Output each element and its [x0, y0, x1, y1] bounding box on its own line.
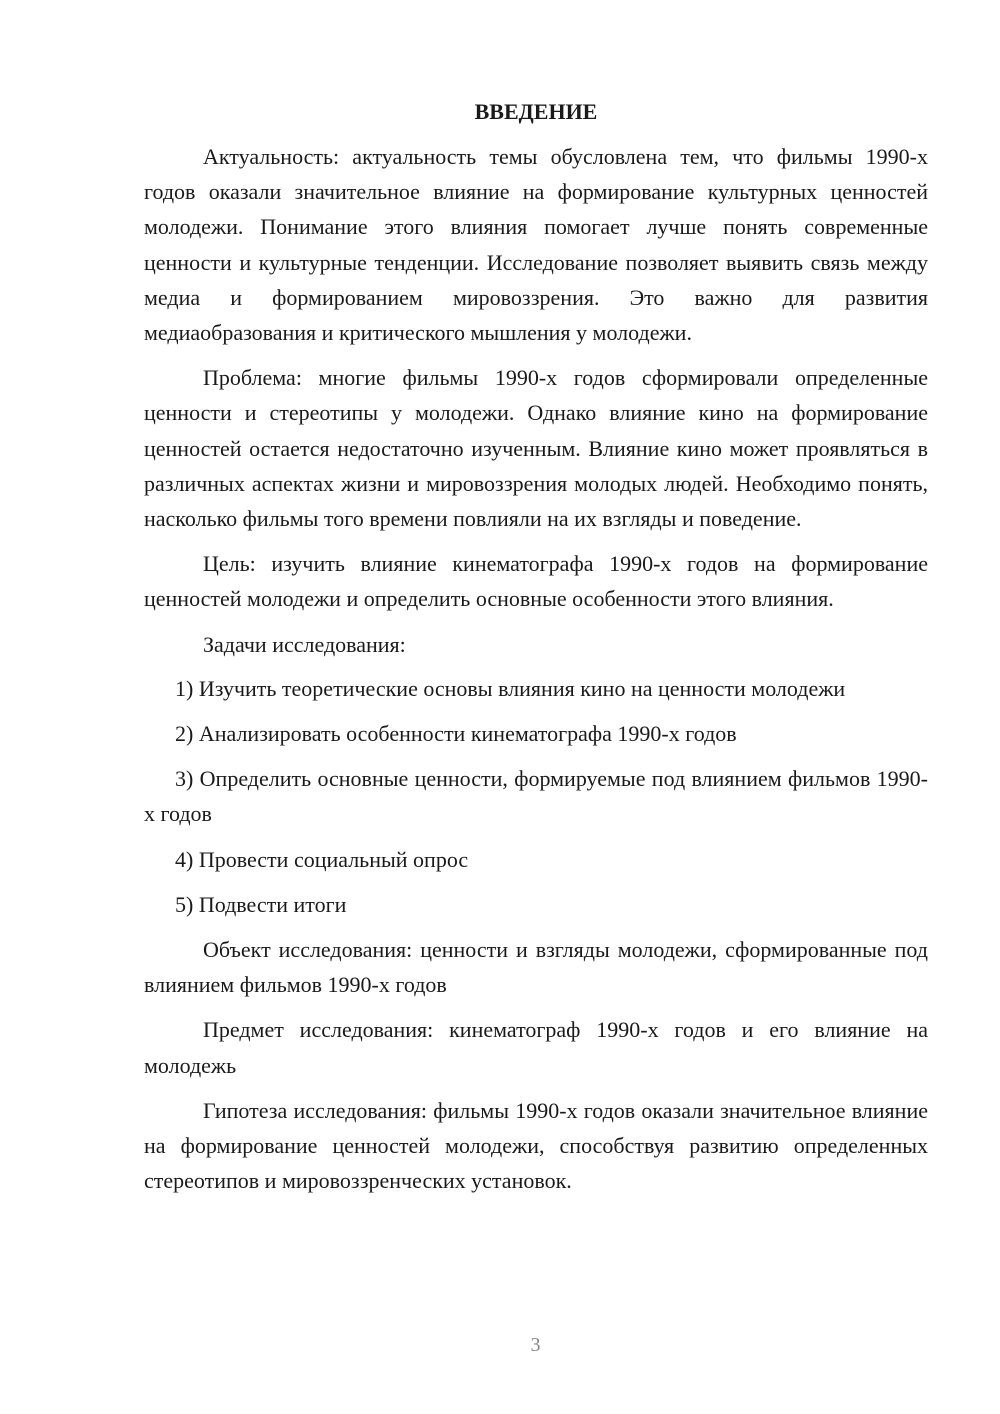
paragraph-subject: Предмет исследования: кинематограф 1990-х годов и его влияние на молодежь	[144, 1017, 928, 1078]
list-item-task-3: 3) Определить основные ценности, формируемые под влиянием фильмов 1990-х годов	[144, 766, 928, 827]
list-item-task-4: 4) Провести социальный опрос	[175, 846, 469, 872]
paragraph-actuality: Актуальность: актуальность темы обусловлена тем, что фильмы 1990-х годов оказали значительное влияние на формирование культурных ценностей молодежи. Понимание этого влияния помогает лучше понять современные ценности и культурные тенденции. Исследование позволяет выявить связь между медиа и формированием мировоззрения. Это важно для развития медиаобразования и критического мышления у молодежи.	[144, 144, 928, 346]
page-body	[144, 94, 928, 1198]
paragraph-problem: Проблема: многие фильмы 1990-х годов сформировали определенные ценности и стереотипы у молодежи. Однако влияние кино на формирование ценностей остается недостаточно изученным. Влияние кино может проявляться в различных аспектах жизни и мировоззрения молодых людей. Необходимо понять, насколько фильмы того времени повлияли на их взгляды и поведение.	[144, 365, 928, 532]
paragraph-object: Объект исследования: ценности и взгляды молодежи, сформированные под влиянием фильмов 1990-х годов	[144, 937, 928, 998]
list-item-task-1: 1) Изучить теоретические основы влияния кино на ценности молодежи	[175, 675, 846, 701]
paragraph-hypothesis: Гипотеза исследования: фильмы 1990-х годов оказали значительное влияние на формирование ценностей молодежи, способствуя развитию определенных стереотипов и мировоззренческих установок.	[144, 1097, 928, 1194]
paragraph-goal: Цель: изучить влияние кинематографа 1990-х годов на формирование ценностей молодежи и определить основные особенности этого влияния.	[144, 551, 928, 612]
list-item-task-5: 5) Подвести итоги	[175, 891, 347, 917]
list-item-task-2: 2) Анализировать особенности кинематографа 1990-х годов	[175, 721, 737, 747]
page-number: 3	[530, 1334, 541, 1356]
section-heading: ВВЕДЕНИЕ	[474, 99, 598, 124]
paragraph-tasks-title: Задачи исследования:	[203, 631, 406, 657]
